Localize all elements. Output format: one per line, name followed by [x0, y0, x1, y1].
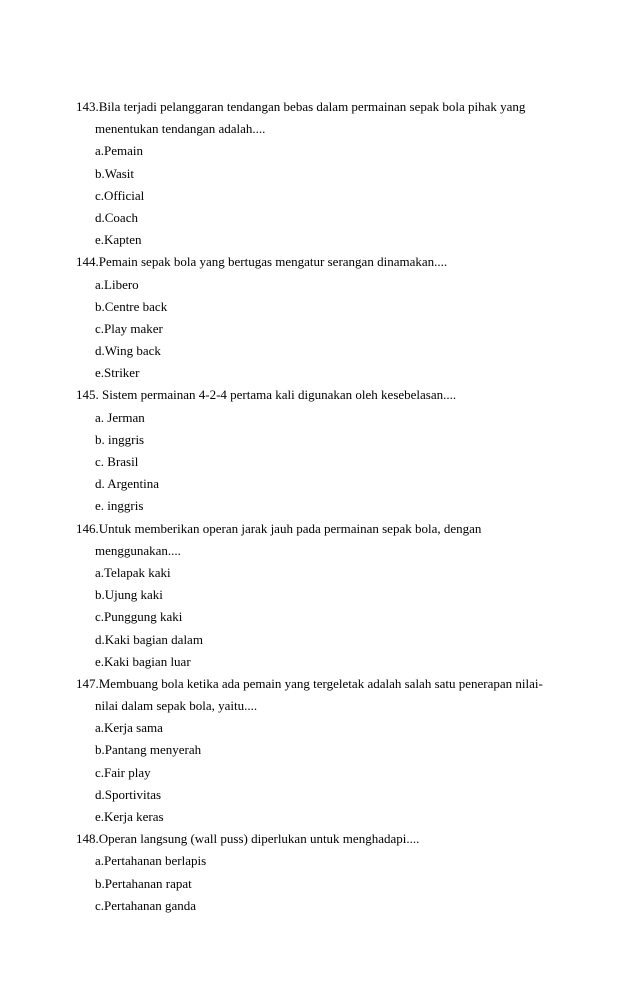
option-b: b.Centre back: [95, 298, 168, 314]
option-d: d. Argentina: [95, 476, 160, 492]
option-d: d.Wing back: [95, 343, 161, 359]
question-text-continued: nilai dalam sepak bola, yaitu....: [95, 698, 258, 714]
option-c: c.Punggung kaki: [95, 609, 183, 625]
option-a: a. Jerman: [95, 409, 145, 425]
option-b: b.Wasit: [95, 165, 135, 181]
option-e: e.Kapten: [95, 232, 142, 248]
question-text: 144.Pemain sepak bola yang bertugas mengatur serangan dinamakan....: [76, 254, 448, 270]
option-c: c.Pertahanan ganda: [95, 897, 197, 913]
question-148: [0, 828, 638, 917]
option-e: e.Kaki bagian luar: [95, 653, 191, 669]
option-e: e.Kerja keras: [95, 809, 164, 824]
option-a: a.Libero: [95, 276, 139, 292]
option-a: a.Kerja sama: [95, 720, 163, 736]
question-text: 146.Untuk memberikan operan jarak jauh pada permainan sepak bola, dengan: [76, 520, 482, 536]
option-c: c.Official: [95, 187, 145, 203]
option-c: c.Play maker: [95, 320, 163, 336]
question-text: 148.Operan langsung (wall puss) diperlukan untuk menghadapi....: [76, 831, 420, 847]
option-b: b.Ujung kaki: [95, 587, 163, 603]
option-d: d.Kaki bagian dalam: [95, 631, 203, 647]
option-b: b.Pertahanan rapat: [95, 875, 192, 891]
question-text-continued: menentukan tendangan adalah....: [95, 121, 266, 137]
question-text: 143.Bila terjadi pelanggaran tendangan bebas dalam permainan sepak bola pihak yang: [76, 99, 526, 114]
option-e: e.Striker: [95, 365, 140, 381]
option-b: b. inggris: [95, 431, 145, 447]
option-d: d.Sportivitas: [95, 786, 162, 802]
option-e: e. inggris: [95, 498, 144, 514]
option-c: c. Brasil: [95, 454, 139, 469]
option-a: a.Pemain: [95, 143, 144, 159]
option-a: a.Pertahanan berlapis: [95, 853, 207, 869]
option-a: a.Telapak kaki: [95, 564, 171, 580]
option-b: b.Pantang menyerah: [95, 742, 202, 758]
question-146: [0, 518, 638, 673]
question-145: [0, 384, 638, 517]
document-page: [0, 96, 638, 917]
question-text-continued: menggunakan....: [95, 542, 181, 558]
question-144: [0, 251, 638, 384]
question-143: [0, 96, 638, 251]
question-147: [0, 673, 638, 828]
option-c: c.Fair play: [95, 764, 151, 780]
question-text: 145. Sistem permainan 4-2-4 pertama kali digunakan oleh kesebelasan....: [76, 387, 457, 403]
question-text: 147.Membuang bola ketika ada pemain yang tergeletak adalah salah satu penerapan nilai-: [76, 675, 543, 691]
option-d: d.Coach: [95, 209, 138, 225]
